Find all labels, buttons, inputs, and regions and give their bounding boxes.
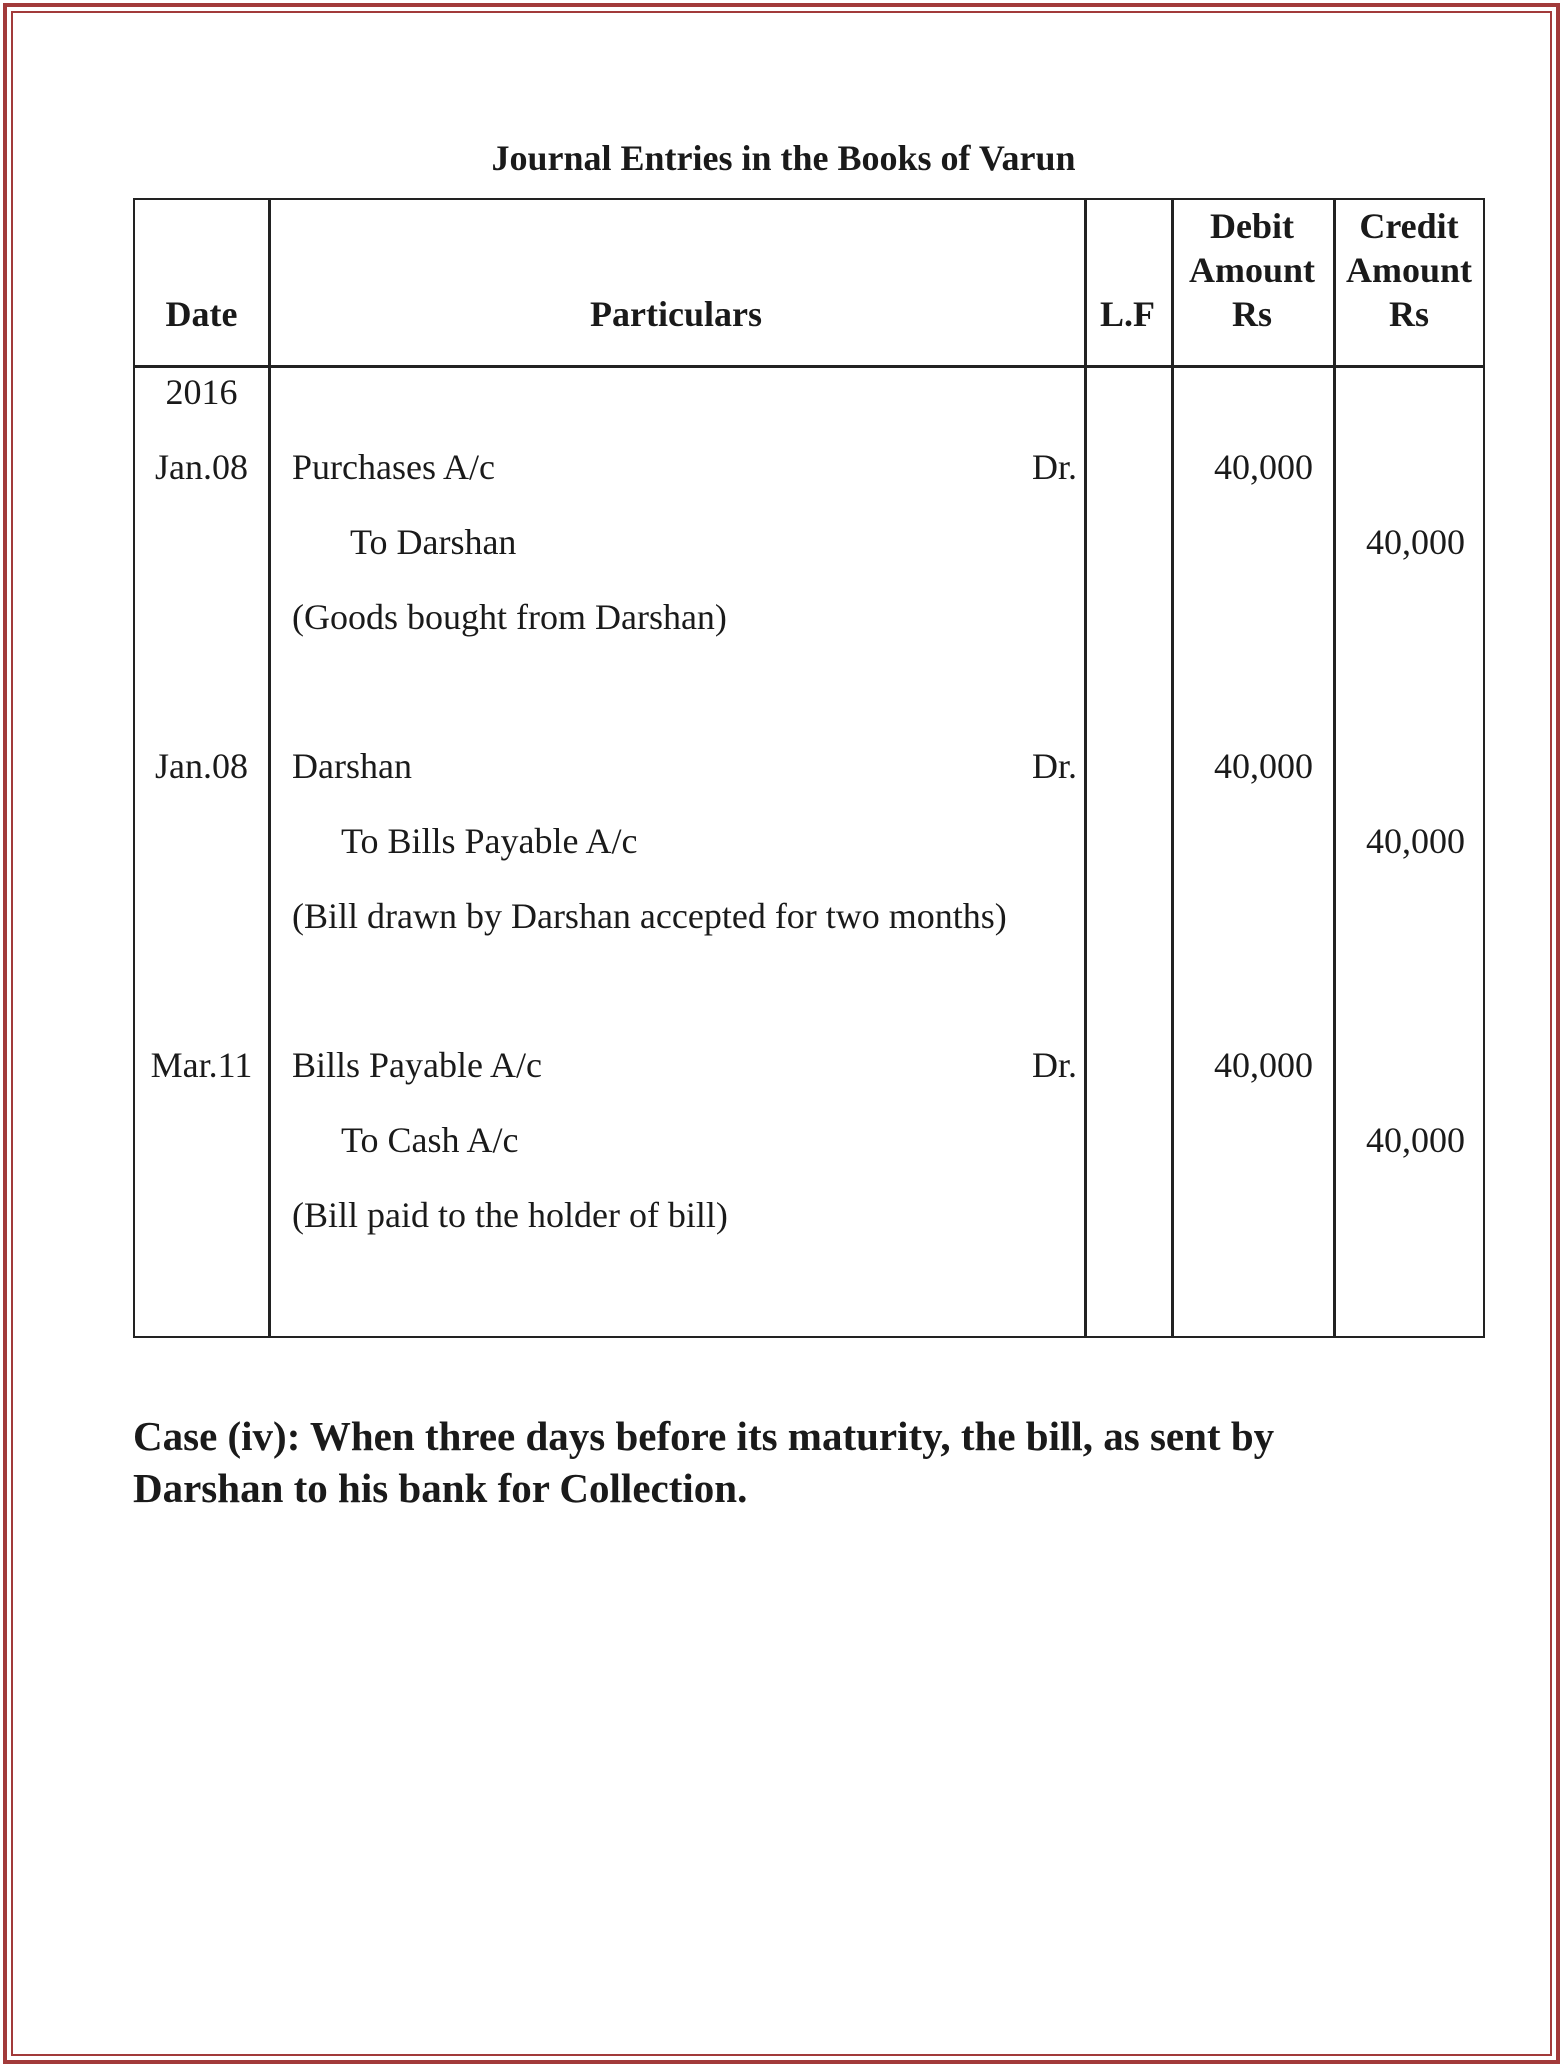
entry-date: Jan.08 (155, 447, 248, 487)
narration: (Goods bought from Darshan) (292, 597, 727, 637)
column-divider (1084, 198, 1087, 1338)
header-debit-line: Rs (1231, 294, 1272, 334)
header-divider (133, 365, 1485, 368)
narration: (Bill drawn by Darshan accepted for two months) (292, 896, 1007, 936)
credit-amount: 40,000 (1366, 821, 1465, 861)
debit-account: Purchases A/c (292, 447, 495, 487)
dr-label: Dr. (1032, 447, 1077, 487)
journal-table (133, 198, 1485, 1338)
header-credit-line: Credit (1359, 206, 1459, 246)
credit-amount: 40,000 (1366, 522, 1465, 562)
header-credit-line: Rs (1388, 294, 1429, 334)
debit-amount: 40,000 (1214, 746, 1313, 786)
header-credit-amount (1333, 204, 1485, 336)
column-divider (1333, 198, 1336, 1338)
case-note: Case (iv): When three days before its maturity, the bill, as sent by Darshan to his bank for Collection. (133, 1413, 1275, 1511)
credit-account: To Cash A/c (341, 1120, 519, 1160)
header-debit-line: Debit (1210, 206, 1294, 246)
narration: (Bill paid to the holder of bill) (292, 1195, 728, 1235)
header-lf: L.F (1099, 294, 1155, 334)
credit-account: To Darshan (350, 522, 517, 562)
journal-title: Journal Entries in the Books of Varun (491, 138, 1076, 178)
entry-date: Jan.08 (155, 746, 248, 786)
debit-amount: 40,000 (1214, 447, 1313, 487)
credit-amount: 40,000 (1366, 1120, 1465, 1160)
header-credit-line: Amount (1345, 250, 1473, 290)
credit-account: To Bills Payable A/c (341, 821, 638, 861)
header-debit-amount (1171, 204, 1333, 336)
entry-date: Mar.11 (150, 1045, 253, 1085)
header-particulars: Particulars (590, 294, 762, 334)
dr-label: Dr. (1032, 1045, 1077, 1085)
year-label: 2016 (165, 372, 238, 412)
header-debit-line: Amount (1188, 250, 1316, 290)
debit-account: Darshan (292, 746, 412, 786)
column-divider (268, 198, 271, 1338)
debit-amount: 40,000 (1214, 1045, 1313, 1085)
debit-account: Bills Payable A/c (292, 1045, 542, 1085)
dr-label: Dr. (1032, 746, 1077, 786)
header-date: Date (165, 294, 238, 334)
